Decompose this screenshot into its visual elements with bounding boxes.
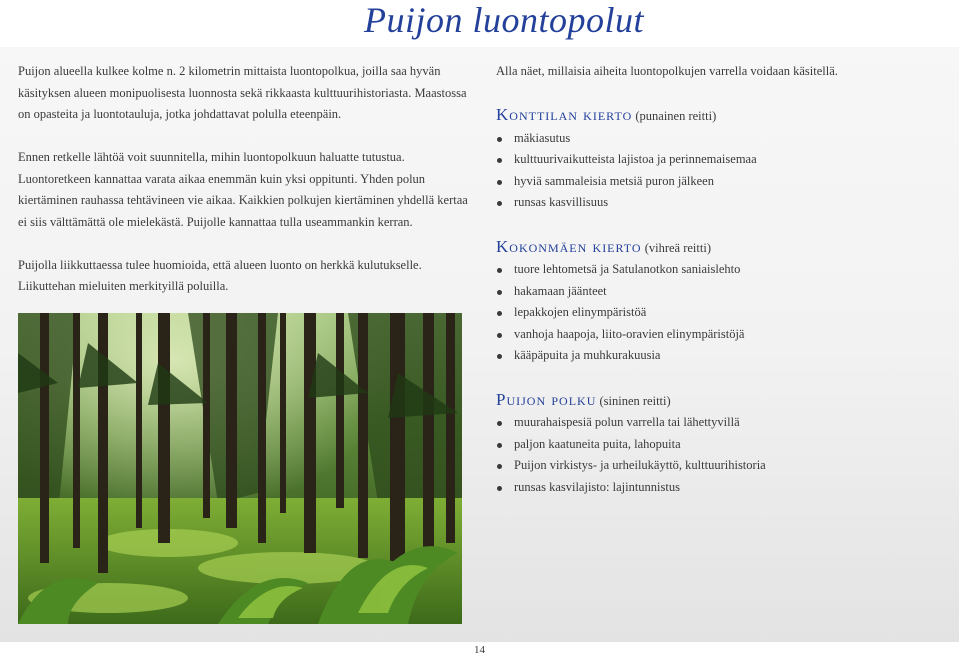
trail-name: Puijon polku [496,389,597,409]
intro-column [18,61,478,319]
trail-topic-list [496,412,946,498]
forest-photo [18,313,462,624]
trail-name: Konttilan kierto [496,105,633,124]
trail-route: (punainen reitti) [635,109,717,123]
page-number [0,644,959,656]
trail-topic: lepakkojen elinympäristöä [496,302,946,324]
trails-intro: Alla näet, millaisia aiheita luontopolkujen varrella voidaan käsitellä. [496,64,838,78]
trail-topic: hyviä sammaleisia metsiä puron jälkeen [496,171,946,193]
trail-heading [496,389,946,413]
trail-topic-list [496,259,946,367]
trail-topic: runsas kasvilajisto: lajintunnistus [496,477,946,499]
planning-paragraph: Ennen retkelle lähtöä voit suunnitella, mihin luontopolkuun haluatte tutustua. Luontoretkeen kannattaa varata aikaa enemmän kuin yksi oppitunti. Yhden polun kiertäminen rauhassa tehtävineen vie aikaa. Kaikkien polkujen kiertäminen yhdellä kertaa ei siis välttämättä ole mielekästä. Puijolle kannattaa tulla useammankin kerran. [18,150,468,229]
trail-heading [496,104,946,128]
page-title: Puijon luontopolut [364,0,645,40]
trail-topic-list [496,128,946,214]
trail-topic: paljon kaatuneita puita, lahopuita [496,434,946,456]
guidance-paragraph: Puijolla liikkuttaessa tulee huomioida, että alueen luonto on herkkä kulutukselle. Liikuttehan mieluiten merkityillä poluilla. [18,257,422,293]
trail-topic: hakamaan jäänteet [496,281,946,303]
trail-topic: runsas kasvillisuus [496,192,946,214]
page-number-label: 14 [474,644,485,656]
trail-puijo [496,389,946,499]
trail-topic: kulttuurivaikutteista lajistoa ja perinnemaisemaa [496,149,946,171]
trail-column [496,61,946,520]
trail-name: Kokonmäen kierto [496,236,642,256]
trail-kokonmaki [496,236,946,367]
trail-route: (vihreä reitti) [644,240,711,255]
trail-topic: muurahaispesiä polun varrella tai lähettyvillä [496,412,946,434]
trail-topic: vanhoja haapoja, liito-oravien elinympäristöjä [496,324,946,346]
trail-heading [496,236,946,260]
intro-paragraph: Puijon alueella kulkee kolme n. 2 kilometrin mittaista luontopolkua, joilla saa hyvän käsityksen alueen monipuolisesta luonnosta sekä rikkaasta kulttuurihistoriasta. Maastossa on opasteita ja luontotauluja, jotka johdattavat polulla eteenpäin. [18,64,467,121]
trail-konttila [496,104,946,214]
trail-route: (sininen reitti) [599,393,671,408]
trail-topic: mäkiasutus [496,128,946,150]
trail-topic: kääpäpuita ja muhkurakuusia [496,345,946,367]
trail-topic: Puijon virkistys- ja urheilukäyttö, kulttuurihistoria [496,455,946,477]
trail-topic: tuore lehtometsä ja Satulanotkon saniaislehto [496,259,946,281]
